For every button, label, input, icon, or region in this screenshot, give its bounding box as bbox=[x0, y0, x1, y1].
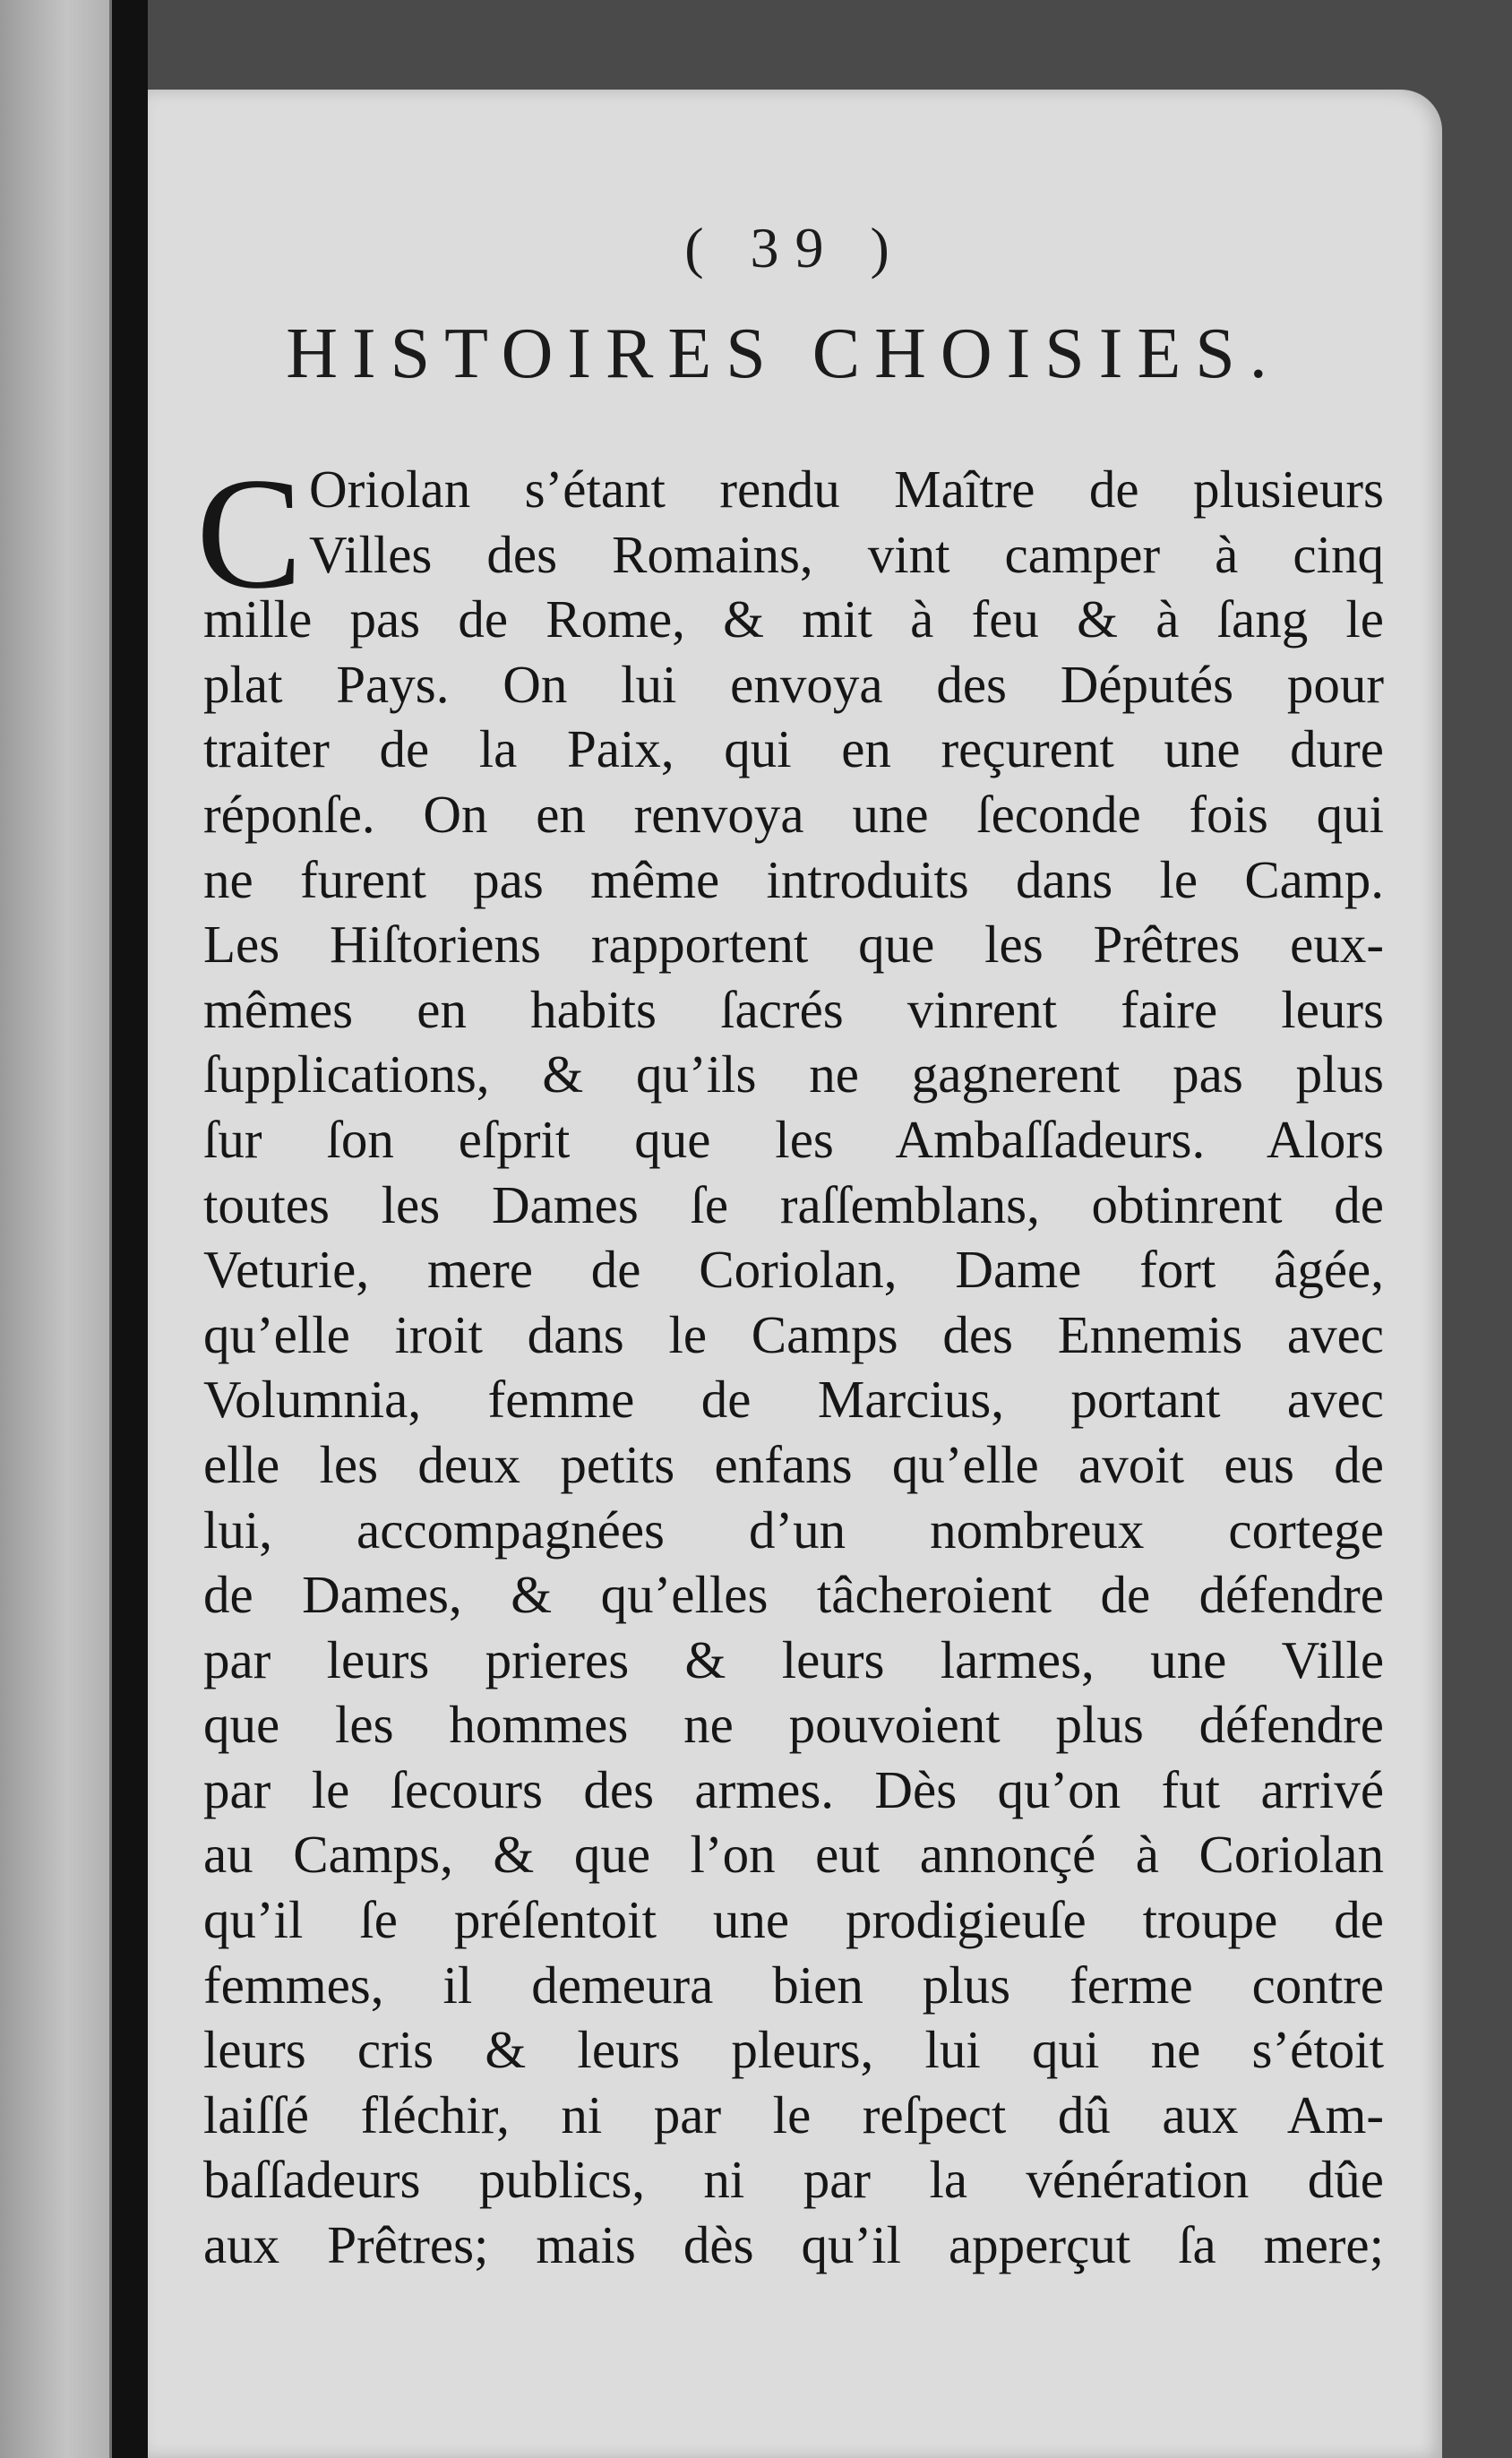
page-number: ( 39 ) bbox=[684, 216, 906, 279]
text-line: au Camps, & que l’on eut annonçé à Coriolan bbox=[203, 1825, 1384, 1885]
drop-cap: C bbox=[196, 444, 303, 622]
text-line: mille pas de Rome, & mit à feu & à ſang le bbox=[203, 589, 1384, 649]
text-line: réponſe. On en renvoya une ſeconde fois qui bbox=[203, 784, 1384, 844]
text-line: par leurs prieres & leurs larmes, une Ville bbox=[203, 1629, 1384, 1689]
text-line: baſſadeurs publics, ni par la vénération dûe bbox=[203, 2150, 1384, 2210]
text-line: laiſſé fléchir, ni par le reſpect dû aux Am- bbox=[203, 2084, 1384, 2144]
text-line: aux Prêtres; mais dès qu’il apperçut ſa mere; bbox=[203, 2215, 1384, 2275]
text-line: toutes les Dames ſe raſſemblans, obtinrent de bbox=[203, 1174, 1384, 1234]
text-line: leurs cris & leurs pleurs, lui qui ne s’étoit bbox=[203, 2020, 1384, 2080]
text-line: qu’il ſe préſentoit une prodigieuſe troupe de bbox=[203, 1890, 1384, 1950]
text-line: que les hommes ne pouvoient plus défendre bbox=[203, 1695, 1384, 1755]
text-line: mêmes en habits ſacrés vinrent faire leurs bbox=[203, 979, 1384, 1039]
text-line: plat Pays. On lui envoya des Députés pour bbox=[203, 654, 1384, 714]
text-line: traiter de la Paix, qui en reçurent une dure bbox=[203, 719, 1384, 779]
text-line: Villes des Romains, vint camper à cinq bbox=[309, 524, 1384, 584]
text-line: ne furent pas même introduits dans le Camp. bbox=[203, 849, 1384, 909]
chapter-heading: HISTOIRES CHOISIES. bbox=[286, 314, 1282, 393]
text-line: par le ſecours des armes. Dès qu’on fut arrivé bbox=[203, 1759, 1384, 1819]
book-page bbox=[148, 90, 1442, 2458]
text-line: de Dames, & qu’elles tâcheroient de défendre bbox=[203, 1565, 1384, 1625]
text-line: Les Hiſtoriens rapportent que les Prêtres eux- bbox=[203, 915, 1384, 975]
text-line: Oriolan s’étant rendu Maître de plusieurs bbox=[309, 460, 1384, 519]
text-line: ſupplications, & qu’ils ne gagnerent pas plus bbox=[203, 1044, 1384, 1104]
book-gutter bbox=[112, 0, 148, 2458]
body-text bbox=[196, 444, 1384, 2278]
text-line: femmes, il demeura bien plus ferme contre bbox=[203, 1955, 1384, 2015]
text-line: qu’elle iroit dans le Camps des Ennemis avec bbox=[203, 1304, 1384, 1364]
text-line: Volumnia, femme de Marcius, portant avec bbox=[203, 1370, 1384, 1430]
facing-page-edge bbox=[0, 0, 112, 2458]
text-line: lui, accompagnées d’un nombreux cortege bbox=[203, 1500, 1384, 1560]
text-line: Veturie, mere de Coriolan, Dame fort âgée, bbox=[203, 1240, 1384, 1300]
text-line: elle les deux petits enfans qu’elle avoit eus de bbox=[203, 1434, 1384, 1494]
text-line: ſur ſon eſprit que les Ambaſſadeurs. Alors bbox=[203, 1109, 1384, 1169]
